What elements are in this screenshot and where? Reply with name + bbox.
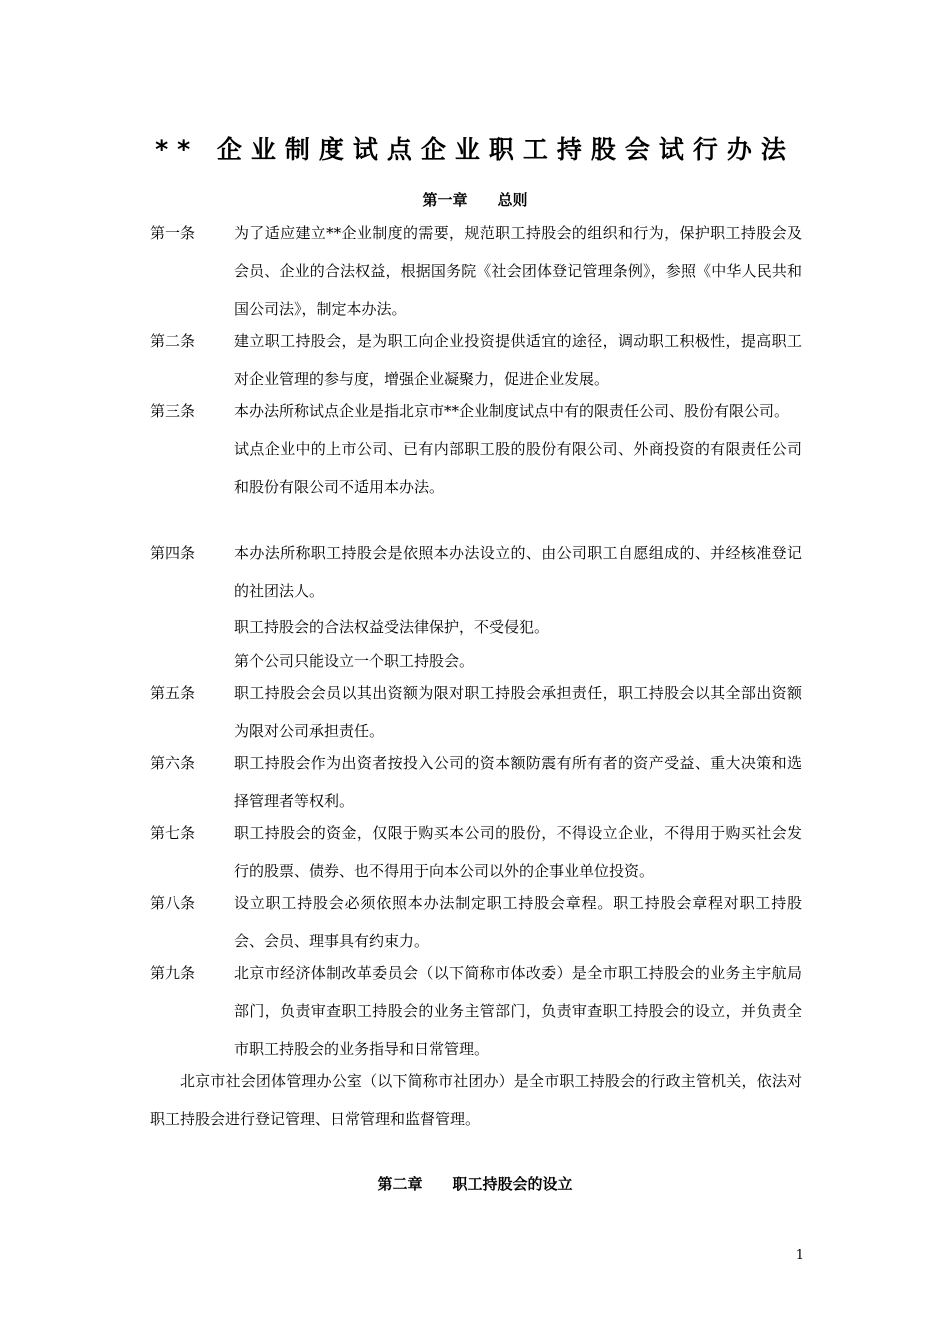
article-1 — [150, 214, 802, 328]
article-text: 第个公司只能设立一个职工持股会。 — [234, 652, 475, 670]
article-label: 第四条 — [150, 544, 196, 562]
page-number: 1 — [795, 1248, 804, 1263]
article-4 — [150, 534, 802, 678]
article-text: 为了适应建立**企业制度的需要，规范职工持股会的组织和行为，保护职工持股会及会员、企业的合法权益，根据国务院《社会团体登记管理条例》，参照《中华人民共和国公司法》，制定本办法。 — [234, 224, 802, 318]
chapter-heading-2: 第二章 职工持股会的设立 — [377, 1175, 573, 1193]
article-2 — [150, 322, 802, 398]
article-text: 职工持股会作为出资者按投入公司的资本额防震有所有者的资产受益、重大决策和选择管理者等权利。 — [234, 754, 802, 810]
article-text: 职工持股会的合法权益受法律保护，不受侵犯。 — [234, 618, 550, 636]
article-3 — [150, 392, 802, 506]
article-7 — [150, 814, 802, 890]
article-text: 职工持股会会员以其出资额为限对职工持股会承担责任，职工持股会以其全部出资额为限对公司承担责任。 — [234, 684, 802, 740]
article-text: 试点企业中的上市公司、已有内部职工股的股份有限公司、外商投资的有限责任公司和股份有限公司不适用本办法。 — [234, 440, 802, 496]
article-text: 设立职工持股会必须依照本办法制定职工持股会章程。职工持股会章程对职工持股会、会员、理事具有约束力。 — [234, 894, 802, 950]
article-text: 职工持股会的资金，仅限于购买本公司的股份，不得设立企业，不得用于购买社会发行的股票、债券、也不得用于向本公司以外的企事业单位投资。 — [234, 824, 802, 880]
article-label: 第七条 — [150, 824, 196, 842]
article-label: 第三条 — [150, 402, 196, 420]
article-9 — [150, 954, 802, 1068]
article-text: 建立职工持股会，是为职工向企业投资提供适宜的途径，调动职工积极性，提高职工对企业管理的参与度，增强企业凝聚力，促进企业发展。 — [234, 332, 802, 388]
closing-paragraph: 北京市社会团体管理办公室（以下简称市社团办）是全市职工持股会的行政主管机关，依法对职工持股会进行登记管理、日常管理和监督管理。 — [150, 1072, 802, 1128]
article-label: 第六条 — [150, 754, 196, 772]
article-label: 第二条 — [150, 332, 196, 350]
document-title: ** 企业制度试点企业职工持股会试行办法 — [155, 135, 795, 164]
chapter-heading-1: 第一章 总则 — [422, 191, 528, 209]
article-label: 第五条 — [150, 684, 196, 702]
article-text: 北京市经济体制改革委员会（以下简称市体改委）是全市职工持股会的业务主宇航局部门，负责审查职工持股会的业务主管部门，负责审查职工持股会的设立，并负责全市职工持股会的业务指导和日常管理。 — [234, 964, 802, 1058]
article-5 — [150, 674, 802, 750]
article-6 — [150, 744, 802, 820]
article-label: 第八条 — [150, 894, 196, 912]
article-label: 第九条 — [150, 964, 196, 982]
article-8 — [150, 884, 802, 960]
article-label: 第一条 — [150, 224, 196, 242]
article-text: 本办法所称职工持股会是依照本办法设立的、由公司职工自愿组成的、并经核准登记的社团法人。 — [234, 544, 802, 600]
article-text: 本办法所称试点企业是指北京市**企业制度试点中有的限责任公司、股份有限公司。 — [234, 402, 790, 420]
